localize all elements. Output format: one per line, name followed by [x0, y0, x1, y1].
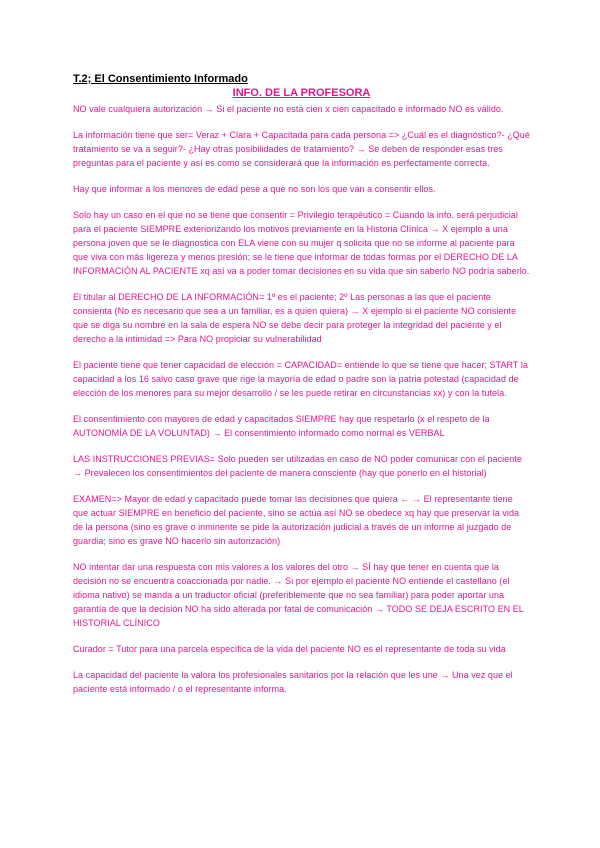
paragraph-menores: Hay que informar a los menores de edad pese a que no son los que van a consentir ellos. [73, 184, 436, 194]
paragraph-capacidad: El paciente tiene que tener capacidad de elección = CAPACIDAD= entiende lo que se tiene que hacer; START la capacidad a los 16 salvo caso grave que rige la mayoría de edad o padre son la patria potestad (capacidad de elección de los menores para su mejor desarrollo / se les puede retirar en circunstancias xx) y con la tutela. [73, 360, 528, 398]
paragraph-informacion: La información tiene que ser= Veraz + Clara + Capacitada para cada persona => ¿Cuál es el diagnóstico?- ¿Qué tratamiento se va a seguir?- ¿Hay otras posibilidades de tratamiento? → Se deben de responder esas tres preguntas para el paciente y así es como se considerará que la información es perfectamente correcta. [73, 130, 530, 168]
paragraph-titular-derecho: El titular al DERECHO DE LA INFORMACIÓN= 1º es el paciente; 2º Las personas a las que el paciente consienta (No es necesario que sea a un familiar, es a quien quiera) → X ejemplo si el paciente NO consiente que se diga su nombre en la sala de espera NO se debe decir para proteger la integridad del paciente y el derecho a la intimidad => Para NO propiciar su vulnerabilidad [73, 292, 517, 344]
paragraph-instrucciones-previas: LAS INSTRUCCIONES PREVIAS= Solo pueden ser utilizadas en caso de NO poder comunicar con el paciente → Prevalecen los consentimientos del paciente de manera consciente (hay que ponerlo en el historial) [73, 454, 522, 478]
paragraph-capacidad-valoracion: La capacidad del paciente la valora los profesionales sanitarios por la relación que les une → Una vez que el paciente está informado / o el representante informa. [73, 670, 513, 694]
paragraph-curador: Curador = Tutor para una parcela específica de la vida del paciente NO es el representante de toda su vida [73, 644, 506, 654]
paragraph-autorizacion: NO vale cualquiera autorización → Si el paciente no está cien x cien capacitado e informado NO es válido. [73, 104, 504, 114]
paragraph-privilegio-terapeutico: Solo hay un caso en el que no se tiene que consentir = Privilegio terapéutico = Cuando la info. será perjudicial para el paciente SIEMPRE exteriorizando los motivos previamente en la Historia Clínica → X ejemplo a una persona joven que se le diagnostica con ELA viene con su mujer q solicita que no se informe al paciente para que viva con más ligereza y menos presión; se le tiene que informar de todas formas por el DERECHO DE LA INFORMACIÓN AL PACIENTE xq así va a poder tomar decisiones en su vida que sin saberlo NO podría saberlo. [73, 210, 530, 276]
paragraph-examen: EXAMEN=> Mayor de edad y capacitado puede tomar las decisiones que quiera ← → El representante tiene que actuar SIEMPRE en beneficio del paciente, sino se actúa así NO se obedece xq hay que preservar la vida de la persona (sino es grave o inminente se pide la autorización judicial a través de un informe al juzgado de guardia; sino es grave NO hacerlo sin autorización) [73, 494, 520, 546]
paragraph-consentimiento-mayores: El consentimiento con mayores de edad y capacitados SIEMPRE hay que respetarlo (x el respeto de la AUTONOMÍA DE LA VOLUNTAD) → El consentimiento informado como normal es VERBAL [73, 414, 490, 438]
document-title: T.2; El Consentimiento Informado [73, 73, 248, 85]
paragraph-valores: NO intentar dar una respuesta con mis valores a los valores del otro → SÍ hay que tener en cuenta que la decisión no se encuentra coaccionada por nadie. → Si por ejemplo el paciente NO entiende el castellano (el idioma nativo) se manda a un traductor oficial (preferiblemente que no sea familiar) para poder aportar una garantía de que la decisión NO ha sido alterada por fatal de comunicación → TODO SE DEJA ESCRITO EN EL HISTORIAL CLÍNICO [73, 562, 524, 628]
document-subtitle: INFO. DE LA PROFESORA [232, 87, 371, 99]
